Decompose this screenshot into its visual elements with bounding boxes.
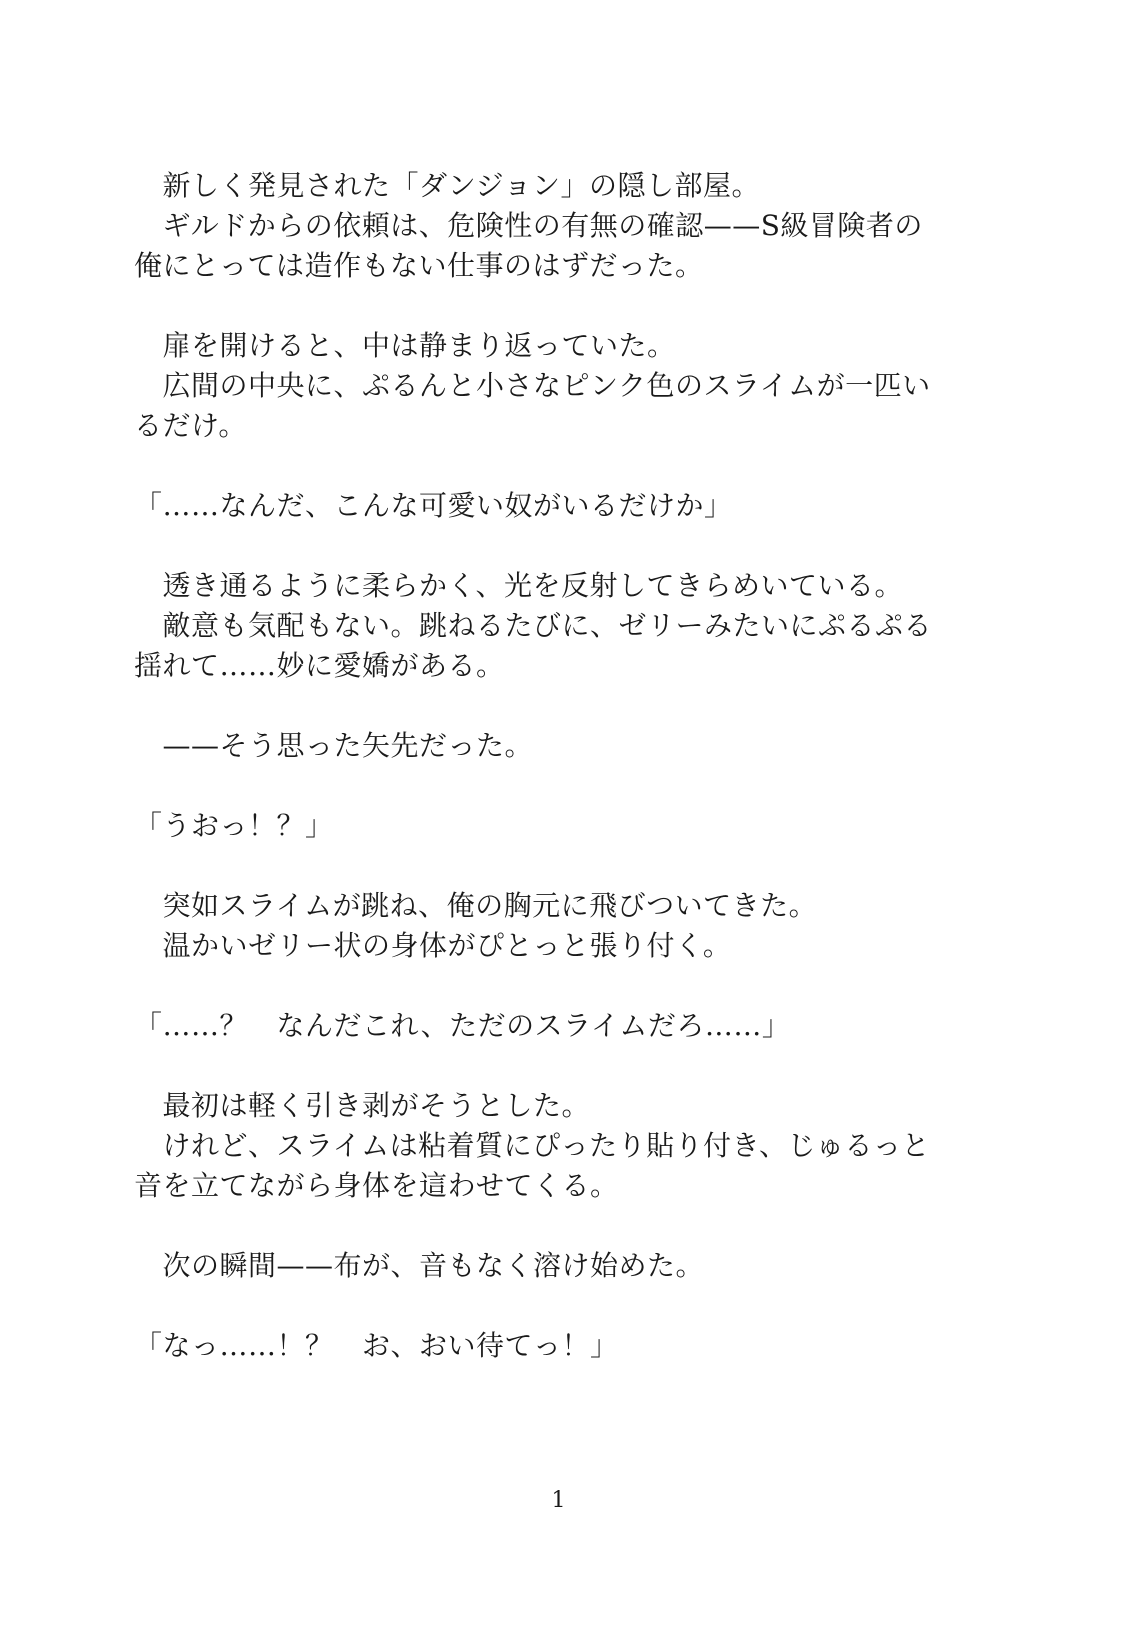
blank-line xyxy=(134,766,964,806)
body-text xyxy=(134,166,964,1366)
dialogue-line: 「……なんだ、こんな可愛い奴がいるだけか」 xyxy=(134,489,733,522)
blank-line xyxy=(134,446,964,486)
blank-line xyxy=(134,846,964,886)
dialogue-line: 「うおっ！？」 xyxy=(134,809,334,842)
dialogue-line: 「……？ なんだこれ、ただのスライムだろ……」 xyxy=(134,1009,791,1042)
blank-line xyxy=(134,1046,964,1086)
text-line: 揺れて……妙に愛嬌がある。 xyxy=(134,649,505,682)
text-line: 最初は軽く引き剥がそうとした。 xyxy=(134,1089,591,1122)
blank-line xyxy=(134,526,964,566)
text-line: 透き通るように柔らかく、光を反射してきらめいている。 xyxy=(134,569,903,602)
text-line: 広間の中央に、ぷるんと小さなピンク色のスライムが一匹い xyxy=(134,369,931,402)
page-number: 1 xyxy=(551,1488,566,1513)
text-line: 俺にとっては造作もない仕事のはずだった。 xyxy=(134,249,704,282)
text-line: 敵意も気配もない。跳ねるたびに、ゼリーみたいにぷるぷる xyxy=(134,609,933,642)
text-line: 音を立てながら身体を這わせてくる。 xyxy=(134,1169,619,1202)
text-line: けれど、スライムは粘着質にぴったり貼り付き、じゅるっと xyxy=(134,1129,931,1162)
text-line: ギルドからの依頼は、危険性の有無の確認——S級冒険者の xyxy=(134,209,923,242)
blank-line xyxy=(134,1206,964,1246)
text-line: 温かいゼリー状の身体がぴとっと張り付く。 xyxy=(134,929,732,962)
dialogue-line: 「なっ……！？ お、おい待てっ！」 xyxy=(134,1329,619,1362)
text-line: るだけ。 xyxy=(134,409,247,442)
text-line: 突如スライムが跳ね、俺の胸元に飛びついてきた。 xyxy=(134,889,818,922)
text-line: 新しく発見された「ダンジョン」の隠し部屋。 xyxy=(134,169,761,202)
text-line: 扉を開けると、中は静まり返っていた。 xyxy=(134,329,676,362)
blank-line xyxy=(134,966,964,1006)
blank-line xyxy=(134,286,964,326)
blank-line xyxy=(134,686,964,726)
blank-line xyxy=(134,1286,964,1326)
text-line: ——そう思った矢先だった。 xyxy=(134,729,534,762)
text-line: 次の瞬間——布が、音もなく溶け始めた。 xyxy=(134,1249,705,1282)
